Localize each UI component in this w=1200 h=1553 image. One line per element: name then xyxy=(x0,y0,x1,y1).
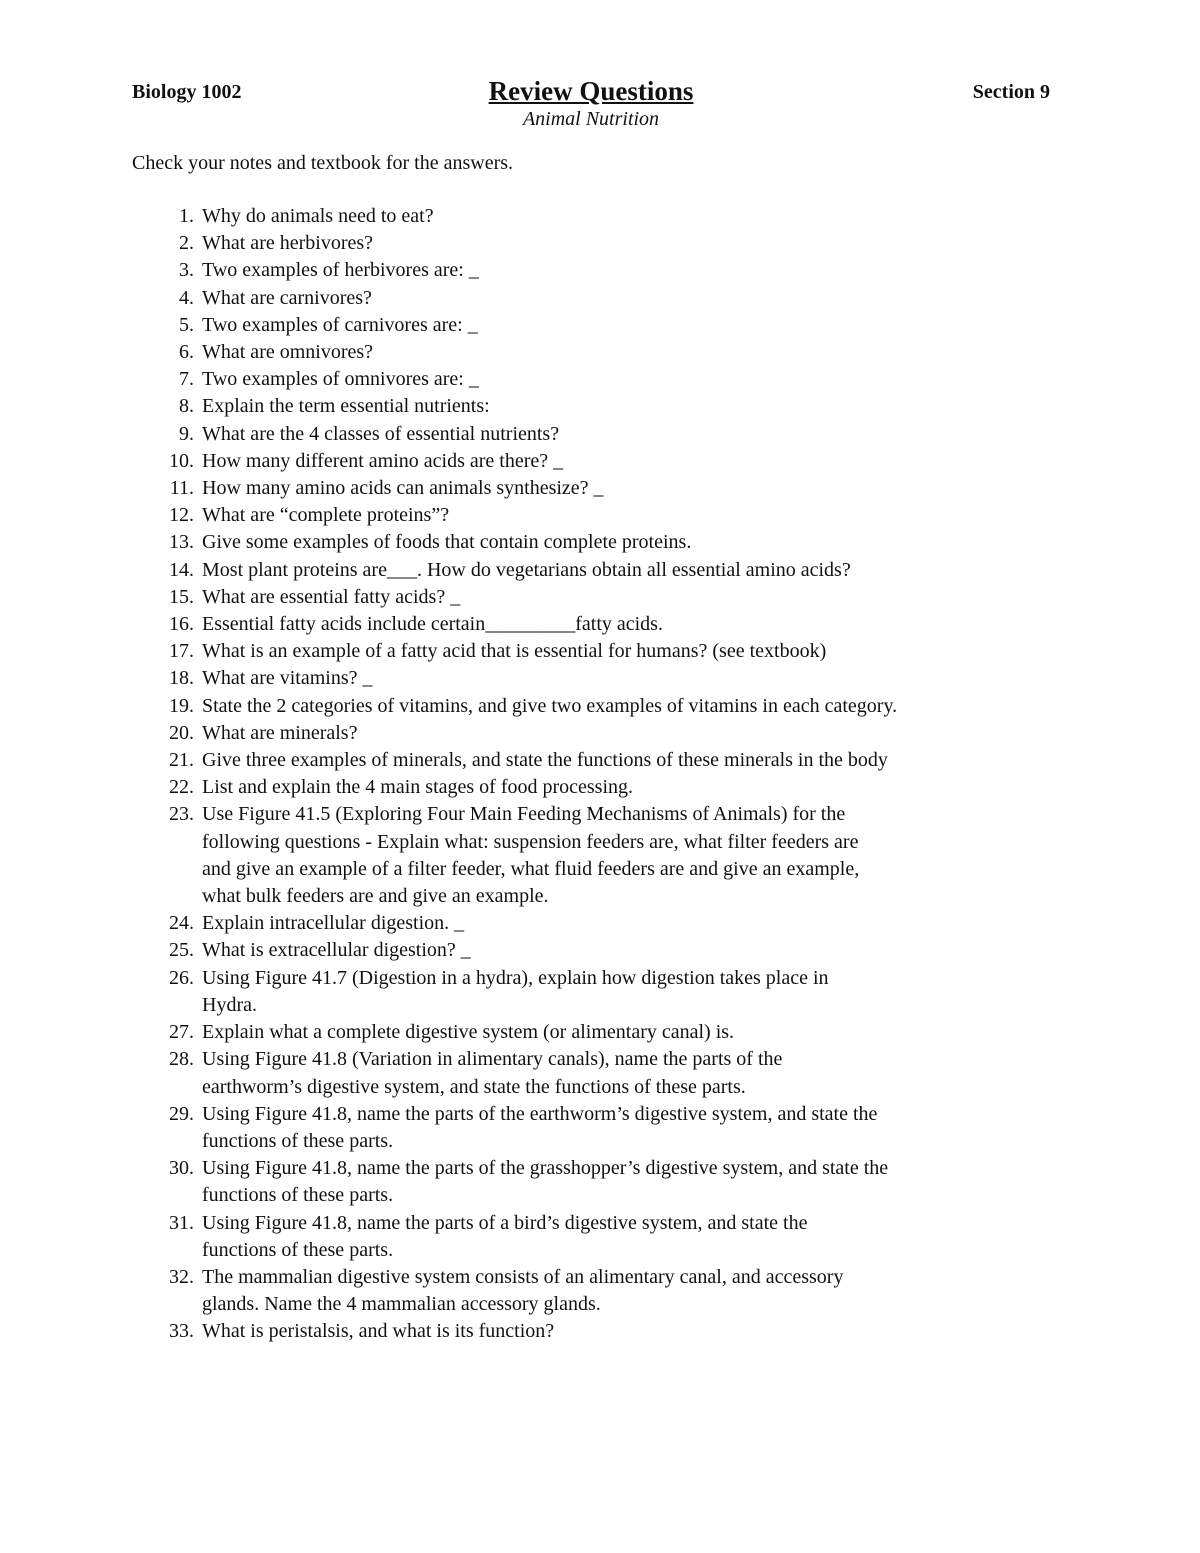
question-text: What are vitamins? _ xyxy=(202,667,373,690)
question-text: Give some examples of foods that contain complete proteins. xyxy=(202,531,692,554)
question-text: Using Figure 41.8, name the parts of the grasshopper’s digestive system, and state the functions of these parts. xyxy=(202,1157,889,1207)
question-text: Explain the term essential nutrients: xyxy=(202,395,490,418)
question-text: State the 2 categories of vitamins, and give two examples of vitamins in each category. xyxy=(202,694,898,717)
question-item xyxy=(132,448,1032,475)
question-text: How many amino acids can animals synthesize? _ xyxy=(202,477,604,500)
question-number: 4. xyxy=(179,286,194,309)
question-number: 13. xyxy=(169,531,194,554)
question-number: 28. xyxy=(169,1048,194,1071)
question-text: Two examples of carnivores are: _ xyxy=(202,313,478,336)
course-name: Biology 1002 xyxy=(132,81,242,103)
question-item xyxy=(132,584,1032,611)
question-text: List and explain the 4 main stages of food processing. xyxy=(202,776,634,799)
question-item xyxy=(132,285,1032,312)
question-text: Using Figure 41.8 (Variation in alimentary canals), name the parts of the earthworm’s digestive system, and state the functions of these parts. xyxy=(202,1048,783,1098)
question-number: 22. xyxy=(169,776,194,799)
question-item xyxy=(132,965,1032,1019)
question-text: Using Figure 41.7 (Digestion in a hydra), explain how digestion takes place in Hydra. xyxy=(202,966,829,1016)
question-text: Explain what a complete digestive system (or alimentary canal) is. xyxy=(202,1021,735,1044)
question-number: 24. xyxy=(169,912,194,935)
question-number: 26. xyxy=(169,966,194,989)
question-text: What is an example of a fatty acid that is essential for humans? (see textbook) xyxy=(202,640,827,663)
question-number: 17. xyxy=(169,640,194,663)
header xyxy=(132,76,1050,110)
question-item xyxy=(132,638,1032,665)
question-number: 12. xyxy=(169,504,194,527)
question-item xyxy=(132,774,1032,801)
question-number: 15. xyxy=(169,585,194,608)
question-text: Using Figure 41.8, name the parts of the earthworm’s digestive system, and state the functions of these parts. xyxy=(202,1102,878,1152)
question-item xyxy=(132,1101,1032,1155)
question-item xyxy=(132,1019,1032,1046)
question-text: What are “complete proteins”? xyxy=(202,504,450,527)
question-number: 1. xyxy=(179,205,194,227)
question-number: 14. xyxy=(169,558,194,581)
question-number: 21. xyxy=(169,749,194,772)
question-text: What are omnivores? xyxy=(202,341,374,364)
question-number: 11. xyxy=(169,477,194,500)
question-list xyxy=(132,203,1032,1346)
question-number: 31. xyxy=(169,1211,194,1234)
question-item xyxy=(132,1046,1032,1100)
question-text: Give three examples of minerals, and state the functions of these minerals in the body xyxy=(202,749,888,772)
question-number: 9. xyxy=(179,422,194,445)
question-text: Why do animals need to eat? xyxy=(202,205,434,227)
question-number: 32. xyxy=(169,1265,194,1288)
question-item xyxy=(132,720,1032,747)
page-subtitle: Animal Nutrition xyxy=(522,108,660,130)
section-label: Section 9 xyxy=(972,81,1050,103)
question-text: What are essential fatty acids? _ xyxy=(202,585,461,608)
question-text: The mammalian digestive system consists of an alimentary canal, and accessory glands. Name the 4 mammalian accessory glands. xyxy=(202,1265,844,1316)
question-item xyxy=(132,203,1032,230)
question-item xyxy=(132,421,1032,448)
question-item xyxy=(132,257,1032,284)
question-text: What are carnivores? xyxy=(202,286,372,309)
question-text: How many different amino acids are there? _ xyxy=(202,449,564,472)
question-number: 10. xyxy=(169,449,194,472)
question-item xyxy=(132,801,1032,910)
question-text: Two examples of omnivores are: _ xyxy=(202,368,479,391)
page-title: Review Questions xyxy=(488,76,694,106)
question-text: Use Figure 41.5 (Exploring Four Main Feeding Mechanisms of Animals) for the following questions - Explain what: suspension feeders are, what filter feeders are and give an example of a filter feeder, what fluid feeders are and give an example, what bulk feeders are and give an example. xyxy=(202,803,860,908)
question-text: What is peristalsis, and what is its function? xyxy=(202,1320,555,1343)
question-item xyxy=(132,312,1032,339)
question-item xyxy=(132,339,1032,366)
question-number: 30. xyxy=(169,1157,194,1180)
question-text: Two examples of herbivores are: _ xyxy=(202,259,479,282)
question-number: 33. xyxy=(169,1320,194,1343)
question-item xyxy=(132,557,1032,584)
question-number: 18. xyxy=(169,667,194,690)
question-item xyxy=(132,230,1032,257)
question-number: 19. xyxy=(169,694,194,717)
question-number: 16. xyxy=(169,613,194,636)
question-text: What are minerals? xyxy=(202,721,358,744)
question-number: 3. xyxy=(179,259,194,282)
question-number: 2. xyxy=(179,232,194,255)
question-item xyxy=(132,937,1032,964)
question-number: 20. xyxy=(169,721,194,744)
question-item xyxy=(132,502,1032,529)
question-item xyxy=(132,475,1032,502)
question-item xyxy=(132,529,1032,556)
question-item xyxy=(132,693,1032,720)
question-number: 8. xyxy=(179,395,194,418)
question-item xyxy=(132,393,1032,420)
question-number: 7. xyxy=(179,368,194,391)
question-number: 29. xyxy=(169,1102,194,1125)
question-item xyxy=(132,910,1032,937)
question-text: What are herbivores? xyxy=(202,232,374,255)
question-text: Using Figure 41.8, name the parts of a bird’s digestive system, and state the functions of these parts. xyxy=(202,1211,808,1261)
question-number: 5. xyxy=(179,313,194,336)
question-item xyxy=(132,1264,1032,1318)
question-text: Most plant proteins are___. How do vegetarians obtain all essential amino acids? xyxy=(202,558,851,581)
question-number: 27. xyxy=(169,1021,194,1044)
instructions: Check your notes and textbook for the answers. xyxy=(132,152,514,174)
question-number: 23. xyxy=(169,803,194,826)
question-item xyxy=(132,611,1032,638)
question-item xyxy=(132,1155,1032,1209)
question-number: 6. xyxy=(179,341,194,364)
question-item xyxy=(132,1210,1032,1264)
question-item xyxy=(132,665,1032,692)
question-item xyxy=(132,747,1032,774)
question-item xyxy=(132,1318,1032,1345)
question-text: What are the 4 classes of essential nutrients? xyxy=(202,422,560,445)
question-text: What is extracellular digestion? _ xyxy=(202,939,471,962)
question-number: 25. xyxy=(169,939,194,962)
question-text: Essential fatty acids include certain_________fatty acids. xyxy=(202,613,663,636)
question-text: Explain intracellular digestion. _ xyxy=(202,912,465,935)
question-item xyxy=(132,366,1032,393)
